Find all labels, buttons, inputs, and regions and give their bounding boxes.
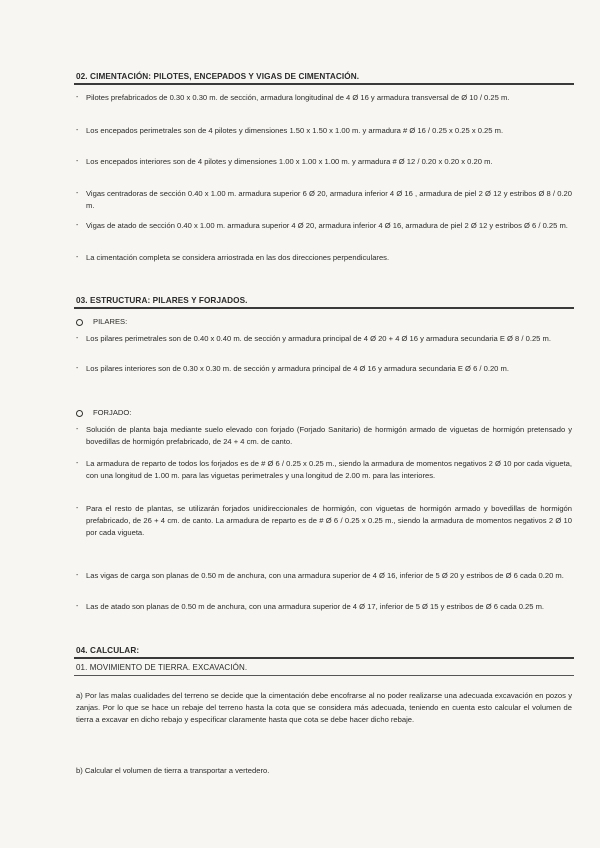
item-text: Los encepados interiores son de 4 pilotes y dimensiones 1.00 x 1.00 x 1.00 m. y armadura # Ø 12 / 0.20 x 0.20 x 0.20 m. xyxy=(86,157,493,166)
circle-bullet-icon xyxy=(76,410,83,417)
section-rule xyxy=(74,307,574,309)
subhead-label: FORJADO: xyxy=(93,408,132,417)
list-item xyxy=(76,503,572,540)
section-title-estructura: 03. ESTRUCTURA: PILARES Y FORJADOS. xyxy=(76,296,248,305)
paragraph-a: a) Por las malas cualidades del terreno se decide que la cimentación debe encofrarse al no poder realizarse una adecuada excavación en pozos y zanjas. Por lo que se hace un rebaje del terreno hasta la cota que se considera más adecuada, teniendo en cuenta esto calcular el volumen de tierra a excavar en dicho rebajo y especificar claramente hasta que cota se debe hacer dicho rebaje. xyxy=(76,691,572,725)
bullet: - xyxy=(76,335,79,342)
bullet: - xyxy=(76,603,79,610)
list-item xyxy=(76,156,572,168)
item-text: La cimentación completa se considera arriostrada en las dos direcciones perpendiculares. xyxy=(86,253,390,262)
subhead-forjado xyxy=(76,408,131,417)
section-rule xyxy=(74,657,574,659)
item-text: Los pilares perimetrales son de 0.40 x 0.40 m. de sección y armadura principal de 4 Ø 20 + 4 Ø 16 y armadura secundaria E Ø 8 / 0.25 m. xyxy=(86,334,551,343)
bullet: - xyxy=(76,505,79,512)
item-text: Las vigas de carga son planas de 0.50 m de anchura, con una armadura superior de 4 Ø 16, inferior de 5 Ø 20 y estribos de Ø 6 cada 0.20 m. xyxy=(86,571,564,580)
item-text: Los encepados perimetrales son de 4 pilotes y dimensiones 1.50 x 1.50 x 1.00 m. y armadura # Ø 16 / 0.25 x 0.25 x 0.25 m. xyxy=(86,126,504,135)
bullet: - xyxy=(76,190,79,197)
item-text: Solución de planta baja mediante suelo elevado con forjado (Forjado Sanitario) de hormigón armado de viguetas de hormigón pretensado y bovedillas de hormigón prefabricado, de 24 + 4 cm. de canto. xyxy=(86,425,572,447)
bullet: - xyxy=(76,94,79,101)
item-text: Vigas de atado de sección 0.40 x 1.00 m. armadura superior 4 Ø 20, armadura inferior 4 Ø 16, armadura de piel 2 Ø 12 y estribos Ø 6 / 0.25 m. xyxy=(86,221,568,230)
circle-bullet-icon xyxy=(76,319,83,326)
list-item xyxy=(76,188,572,212)
item-text: Para el resto de plantas, se utilizarán forjados unidireccionales de hormigón, con viguetas de hormigón armado y bovedillas de hormigón prefabricado, de 26 + 4 cm. de canto. La armadura de reparto es de # Ø 6 / 0.25 x 0.25 m., siendo la armadura de momentos negativos 2 Ø 10 por cada vigueta. xyxy=(86,504,572,538)
subhead-pilares xyxy=(76,317,127,326)
bullet: - xyxy=(76,222,79,229)
section-rule xyxy=(74,83,574,85)
bullet: - xyxy=(76,460,79,467)
list-item xyxy=(76,601,572,613)
bullet: - xyxy=(76,158,79,165)
list-item xyxy=(76,333,572,345)
section-title-calcular: 04. CALCULAR: xyxy=(76,646,140,655)
bullet: - xyxy=(76,426,79,433)
bullet: - xyxy=(76,127,79,134)
list-item xyxy=(76,458,572,482)
item-text: Las de atado son planas de 0.50 m de anchura, con una armadura superior de 4 Ø 17, inferior de 5 Ø 15 y estribos de Ø 6 cada 0.25 m. xyxy=(86,602,545,611)
paragraph-b: b) Calcular el volumen de tierra a transportar a vertedero. xyxy=(76,766,270,775)
list-item xyxy=(76,125,572,137)
section-title-cimentacion: 02. CIMENTACIÓN: PILOTES, ENCEPADOS Y VIGAS DE CIMENTACIÓN. xyxy=(76,72,360,81)
list-item xyxy=(76,92,572,104)
bullet: - xyxy=(76,365,79,372)
subsection-rule xyxy=(74,675,574,676)
subhead-label: PILARES: xyxy=(93,317,128,326)
list-item xyxy=(76,220,572,232)
subsection-title-movimiento: 01. MOVIMIENTO DE TIERRA. EXCAVACIÓN. xyxy=(76,663,248,672)
bullet: - xyxy=(76,572,79,579)
bullet: - xyxy=(76,254,79,261)
list-item xyxy=(76,424,572,448)
item-text: Vigas centradoras de sección 0.40 x 1.00 m. armadura superior 6 Ø 20, armadura inferior 4 Ø 16 , armadura de piel 2 Ø 12 y estribos Ø 8 / 0.20 m. xyxy=(86,189,572,211)
list-item xyxy=(76,252,572,264)
list-item xyxy=(76,363,572,375)
item-text: La armadura de reparto de todos los forjados es de # Ø 6 / 0.25 x 0.25 m., siendo la armadura de momentos negativos 2 Ø 10 por cada vigueta, con una longitud de 1.00 m. para las viguetas perimetrales y una longitud de 2.00 m. para las interiores. xyxy=(86,459,572,481)
item-text: Pilotes prefabricados de 0.30 x 0.30 m. de sección, armadura longitudinal de 4 Ø 16 y armadura transversal de Ø 10 / 0.25 m. xyxy=(86,93,510,102)
item-text: Los pilares interiores son de 0.30 x 0.30 m. de sección y armadura principal de 4 Ø 16 y armadura secundaria E Ø 6 / 0.20 m. xyxy=(86,364,509,373)
list-item xyxy=(76,570,572,582)
